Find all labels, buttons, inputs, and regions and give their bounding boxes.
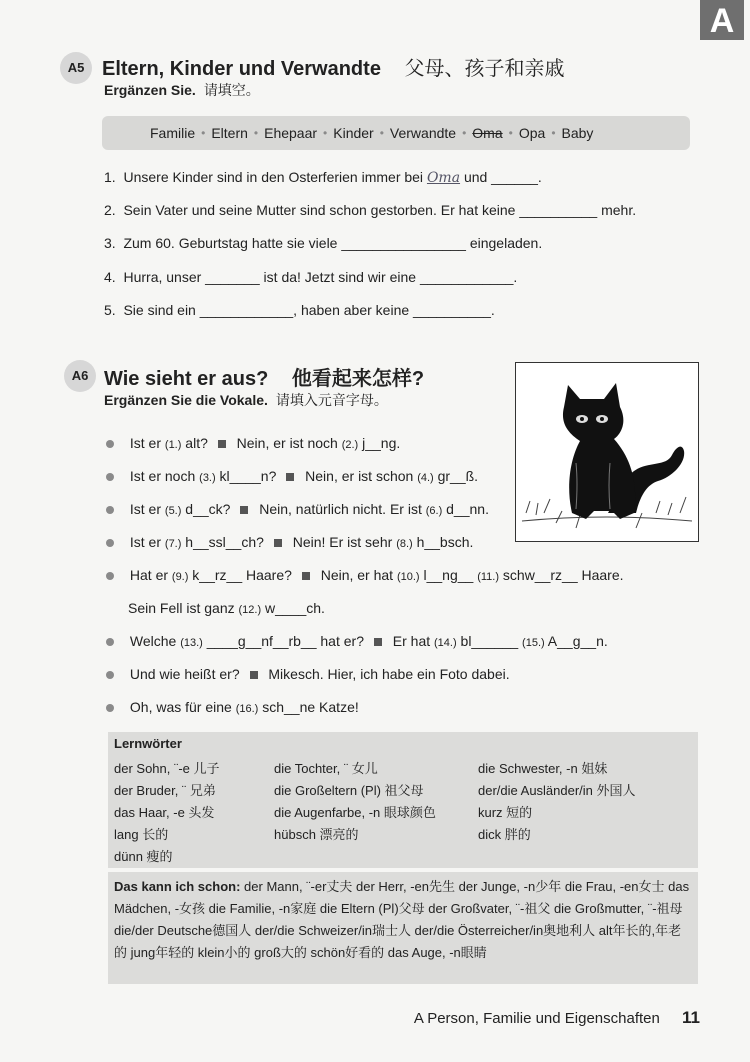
word-bank (102, 116, 690, 150)
exercise-item (104, 235, 542, 251)
handwritten-answer[interactable]: Oma (426, 170, 461, 186)
gap-word[interactable]: A__g__n. (547, 633, 608, 649)
gap-number: (4.) (417, 472, 434, 484)
section-tab: A (700, 0, 744, 40)
item-number: 2. (104, 202, 116, 218)
vocab-entry: kurz 短的 (478, 805, 533, 820)
instruction-a5 (104, 80, 260, 100)
square-icon (302, 572, 310, 580)
gap-number: (9.) (171, 571, 189, 583)
gap-number: (5.) (164, 505, 182, 517)
question-text: Hat er (129, 567, 169, 583)
vocabulary-title: Lernwörter (114, 736, 182, 751)
exercise-title-a5 (102, 52, 565, 81)
answer-text: Nein! Er ist sehr (292, 534, 393, 550)
gap-number: (10.) (396, 571, 420, 583)
gap-word[interactable]: sch__ne Katze! (262, 699, 359, 715)
exercise-badge-a5: A5 (60, 52, 92, 84)
item-text: Sie sind ein ____________, haben aber keine __________. (123, 302, 495, 318)
question-text: Welche (129, 633, 177, 649)
bullet-icon (106, 506, 114, 514)
bullet-icon (106, 704, 114, 712)
gap-number: (8.) (396, 538, 413, 550)
exercise-item (104, 269, 517, 285)
bullet-icon (106, 671, 114, 679)
separator-dot: • (379, 126, 384, 140)
word-bank-item: Opa (518, 125, 546, 141)
vocab-entry: die Großeltern (Pl) 祖父母 (274, 783, 424, 798)
item-number: 5. (104, 302, 116, 318)
page-footer (414, 1008, 700, 1028)
exercise-badge-a6: A6 (64, 360, 96, 392)
gap-number: (6.) (425, 505, 443, 517)
item-text: Zum 60. Geburtstag hatte sie viele ________________ eingeladen. (123, 235, 543, 251)
answer-text: Mikesch. Hier, ich habe ein Foto dabei. (268, 666, 510, 682)
word-bank-item: Eltern (211, 125, 248, 141)
square-icon (250, 671, 258, 679)
gap-word[interactable]: alt? (185, 435, 208, 451)
dialog-line (106, 468, 478, 484)
gap-word[interactable]: gr__ß. (437, 468, 479, 484)
word-bank-item: Ehepaar (264, 125, 318, 141)
gap-number: (14.) (434, 637, 457, 649)
separator-dot: • (323, 126, 328, 140)
review-box (108, 872, 698, 984)
separator-dot: • (551, 126, 556, 140)
question-text: Und wie heißt er? (129, 666, 240, 682)
instruction-a6 (104, 390, 388, 410)
gap-word[interactable]: k__rz__ Haare? (192, 567, 292, 583)
cat-drawing (516, 363, 698, 541)
vocab-entry: dünn 瘦的 (114, 849, 173, 864)
question-text: Ist er noch (129, 468, 196, 484)
answer-text: Nein, natürlich nicht. Er ist (259, 501, 422, 517)
vocab-entry: das Haar, -e 头发 (114, 805, 215, 820)
item-number: 4. (104, 269, 116, 285)
exercise-item (104, 202, 636, 218)
footer-section-title: A Person, Familie und Eigenschaften (413, 1010, 660, 1027)
dialog-line (106, 534, 473, 550)
exercise-item (104, 302, 495, 318)
bullet-icon (106, 440, 114, 448)
exercise-item (104, 169, 542, 186)
word-bank-item: Kinder (333, 125, 374, 141)
gap-word[interactable]: h__ssl__ch? (185, 534, 264, 550)
cat-illustration (515, 362, 699, 542)
review-label: Das kann ich schon: (114, 879, 241, 894)
dialog-line (106, 501, 489, 517)
vocab-entry: der/die Ausländer/in 外国人 (478, 783, 636, 798)
instruction-de: Ergänzen Sie. (104, 82, 196, 98)
gap-word[interactable]: w____ch. (265, 600, 325, 616)
vocab-entry: die Tochter, ¨ 女儿 (274, 761, 378, 776)
item-number: 3. (104, 235, 116, 251)
dialog-line-continuation (128, 600, 325, 616)
answer-text: Nein, er ist schon (305, 468, 414, 484)
instruction-de: Ergänzen Sie die Vokale. (104, 392, 268, 408)
answer-text: Nein, er hat (320, 567, 394, 583)
gap-number: (1.) (164, 439, 182, 451)
answer-text: Nein, er ist noch (236, 435, 338, 451)
word-bank-item: Baby (561, 125, 594, 141)
question-text: Ist er (129, 435, 162, 451)
dialog-line (106, 435, 400, 451)
gap-number: (12.) (238, 604, 262, 616)
bullet-icon (106, 572, 114, 580)
vocab-entry: dick 胖的 (478, 827, 531, 842)
vocab-entry: die Augenfarbe, -n 眼球颜色 (274, 805, 436, 820)
vocab-entry: hübsch 漂亮的 (274, 827, 359, 842)
gap-number: (7.) (164, 538, 182, 550)
title-de: Eltern, Kinder und Verwandte (102, 58, 381, 80)
vocabulary-box (108, 732, 698, 868)
instruction-cn: 请填入元音字母。 (275, 392, 388, 408)
bullet-icon (106, 539, 114, 547)
gap-word[interactable]: h__bsch. (416, 534, 474, 550)
exercise-title-a6 (104, 362, 424, 391)
square-icon (286, 473, 294, 481)
word-bank-item-used: Oma (472, 125, 503, 141)
answer-text: Sein Fell ist ganz (128, 600, 235, 616)
item-text: Sein Vater und seine Mutter sind schon gestorben. Er hat keine __________ mehr. (123, 202, 637, 218)
vocab-entry: der Bruder, ¨ 兄弟 (114, 783, 216, 798)
gap-word[interactable]: schw__rz__ Haare. (502, 567, 624, 583)
item-text: und ______. (463, 169, 542, 185)
review-text: der Mann, ¨-er丈夫 der Herr, -en先生 der Junge, -n少年 die Frau, -en女士 das Mädchen, -女孩 die Familie, -n家庭 die Eltern (Pl)父母 der Großvater, ¨-祖父 die Großmutter, ¨-祖母 die/der Deutsche德国人 der/die Schweizer/in瑞士人 der/die Österreicher/in奥地利人 alt年长的,年老的 jung年轻的 klein小的 groß大的 schön好看的 das Auge, -n眼睛 (114, 879, 690, 960)
title-cn: 他看起来怎样? (291, 368, 425, 390)
separator-dot: • (201, 126, 206, 140)
title-de: Wie sieht er aus? (104, 368, 269, 390)
instruction-cn: 请填空。 (203, 82, 260, 98)
answer-text: Er hat (392, 633, 431, 649)
word-bank-item: Familie (150, 125, 196, 141)
dialog-line (106, 567, 624, 583)
question-text: Ist er (129, 534, 162, 550)
vocab-entry: der Sohn, ¨-e 儿子 (114, 761, 220, 776)
gap-word[interactable]: d__ck? (185, 501, 231, 517)
page-number: 11 (682, 1008, 700, 1027)
gap-word[interactable]: j__ng. (362, 435, 401, 451)
dialog-line (106, 633, 608, 649)
vocab-entry: die Schwester, -n 姐妹 (478, 761, 608, 776)
item-text: Unsere Kinder sind in den Osterferien immer bei (123, 169, 424, 185)
square-icon (218, 440, 226, 448)
gap-number: (11.) (477, 571, 500, 583)
question-text: Ist er (129, 501, 162, 517)
square-icon (274, 539, 282, 547)
title-cn: 父母、孩子和亲戚 (404, 58, 565, 80)
item-text: Hurra, unser _______ ist da! Jetzt sind wir eine ____________. (123, 269, 518, 285)
gap-word[interactable]: d__nn. (446, 501, 489, 517)
separator-dot: • (508, 126, 513, 140)
dialog-line (106, 699, 359, 715)
dialog-line (106, 666, 510, 682)
gap-word[interactable]: ____g__nf__rb__ hat er? (206, 633, 364, 649)
gap-word[interactable]: bl______ (460, 633, 519, 649)
gap-word[interactable]: l__ng__ (423, 567, 474, 583)
gap-number: (2.) (341, 439, 359, 451)
word-bank-item: Verwandte (389, 125, 457, 141)
separator-dot: • (462, 126, 467, 140)
vocab-entry: lang 长的 (114, 827, 169, 842)
separator-dot: • (253, 126, 259, 140)
bullet-icon (106, 473, 114, 481)
bullet-icon (106, 638, 114, 646)
gap-word[interactable]: kl____n? (219, 468, 277, 484)
question-text: Oh, was für eine (129, 699, 232, 715)
gap-number: (15.) (522, 637, 545, 649)
square-icon (240, 506, 248, 514)
square-icon (374, 638, 382, 646)
item-number: 1. (104, 169, 116, 185)
gap-number: (13.) (180, 637, 203, 649)
gap-number: (16.) (235, 703, 259, 715)
gap-number: (3.) (199, 472, 216, 484)
